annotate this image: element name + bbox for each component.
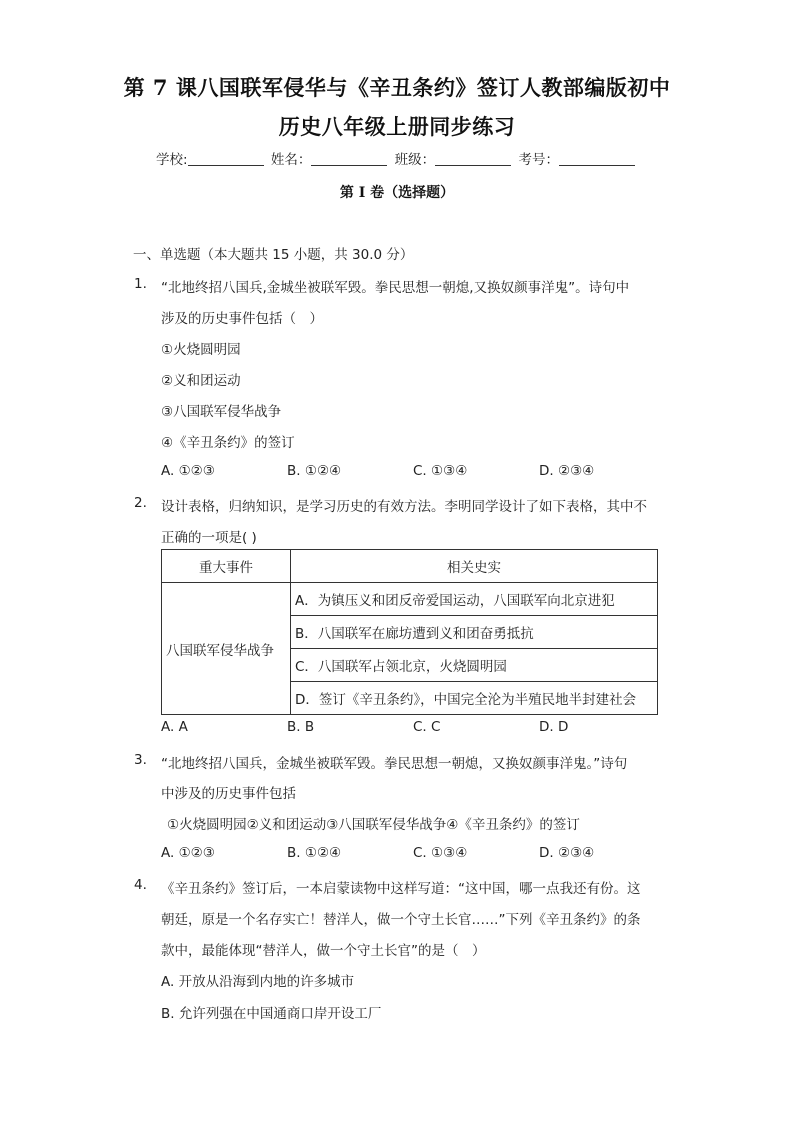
answer-option-c[interactable]: C. C (413, 719, 441, 735)
answer-option-a[interactable]: A. A (161, 719, 188, 735)
question-stem-line: “北地终招八国兵，金城坐被联军毁。拳民思想一朝熄，又换奴颜事洋鬼。”诗句 (161, 756, 628, 772)
table-row (162, 583, 658, 616)
fact-cell: B．八国联军在廊坊遭到义和团奋勇抵抗 (291, 616, 658, 649)
statement-items-line: ①火烧圆明园②义和团运动③八国联军侵华战争④《辛丑条约》的签订 (167, 817, 580, 833)
column-header: 相关史实 (291, 550, 658, 583)
question-number: 3. (134, 752, 147, 768)
statement-item: ①火烧圆明园 (161, 342, 241, 358)
fact-cell: A．为镇压义和团反帝爱国运动，八国联军向北京进犯 (291, 583, 658, 616)
exam-number-label: 考号： (518, 152, 559, 168)
answer-option-a[interactable]: A. ①②③ (161, 463, 215, 479)
answer-option-d[interactable]: D. ②③④ (539, 845, 595, 861)
question-stem-line: 中涉及的历史事件包括 (161, 786, 296, 802)
statement-item: ③八国联军侵华战争 (161, 404, 282, 420)
question-stem-line: 设计表格，归纳知识，是学习历史的有效方法。李明同学设计了如下表格，其中不 (161, 499, 647, 515)
class-label: 班级： (394, 152, 436, 168)
answer-option-d[interactable]: D. D (539, 719, 569, 735)
question-stem-line: 正确的一项是( ) (161, 530, 257, 546)
question-number: 1. (134, 276, 147, 292)
answer-option-b[interactable]: B. 允许列强在中国通商口岸开设工厂 (161, 1006, 382, 1022)
answer-option-d[interactable]: D. ②③④ (539, 463, 595, 479)
question-stem-line: 涉及的历史事件包括（ ） (161, 311, 323, 327)
class-blank (435, 152, 511, 166)
answer-option-a[interactable]: A. 开放从沿海到内地的许多城市 (161, 974, 355, 990)
answer-option-b[interactable]: B. ①②④ (287, 463, 342, 479)
answer-option-c[interactable]: C. ①③④ (413, 845, 468, 861)
school-label: 学校: (156, 152, 188, 168)
table-header-row (162, 550, 658, 583)
fact-cell: C．八国联军占领北京，火烧圆明园 (291, 649, 658, 682)
page-title-line-2: 历史八年级上册同步练习 (278, 114, 516, 139)
fact-cell: D．签订《辛丑条约》，中国完全沦为半殖民地半封建社会 (291, 682, 658, 715)
knowledge-table (161, 549, 658, 715)
column-header: 重大事件 (162, 550, 291, 583)
section-heading: 一、单选题（本大题共 15 小题，共 30.0 分） (133, 247, 414, 263)
statement-item: ④《辛丑条约》的签订 (161, 435, 295, 451)
exam-number-blank (559, 152, 635, 166)
question-number: 4. (134, 877, 147, 893)
school-blank (188, 152, 264, 166)
answer-option-a[interactable]: A. ①②③ (161, 845, 215, 861)
page-title-line-1: 第 7 课八国联军侵华与《辛丑条约》签订人教部编版初中 (123, 75, 671, 100)
name-blank (311, 152, 387, 166)
name-label: 姓名： (270, 152, 312, 168)
answer-option-b[interactable]: B. B (287, 719, 315, 735)
answer-option-c[interactable]: C. ①③④ (413, 463, 468, 479)
answer-option-b[interactable]: B. ①②④ (287, 845, 342, 861)
question-number: 2. (134, 495, 147, 511)
student-info-line (0, 148, 794, 168)
question-stem-line: 朝廷，原是一个名存实亡！替洋人，做一个守土长官……”下列《辛丑条约》的条 (161, 912, 641, 928)
question-stem-line: 款中，最能体现“替洋人，做一个守土长官”的是（ ） (161, 943, 486, 959)
statement-item: ②义和团运动 (161, 373, 241, 389)
event-cell: 八国联军侵华战争 (162, 583, 291, 715)
question-stem-line: 《辛丑条约》签订后，一本启蒙读物中这样写道：“这中国，哪一点我还有份。这 (161, 881, 641, 897)
question-stem-line: “北地终招八国兵,金城坐被联军毁。拳民思想一朝熄,又换奴颜事洋鬼”。诗句中 (161, 280, 630, 296)
volume-heading: 第 I 卷（选择题） (339, 185, 455, 201)
